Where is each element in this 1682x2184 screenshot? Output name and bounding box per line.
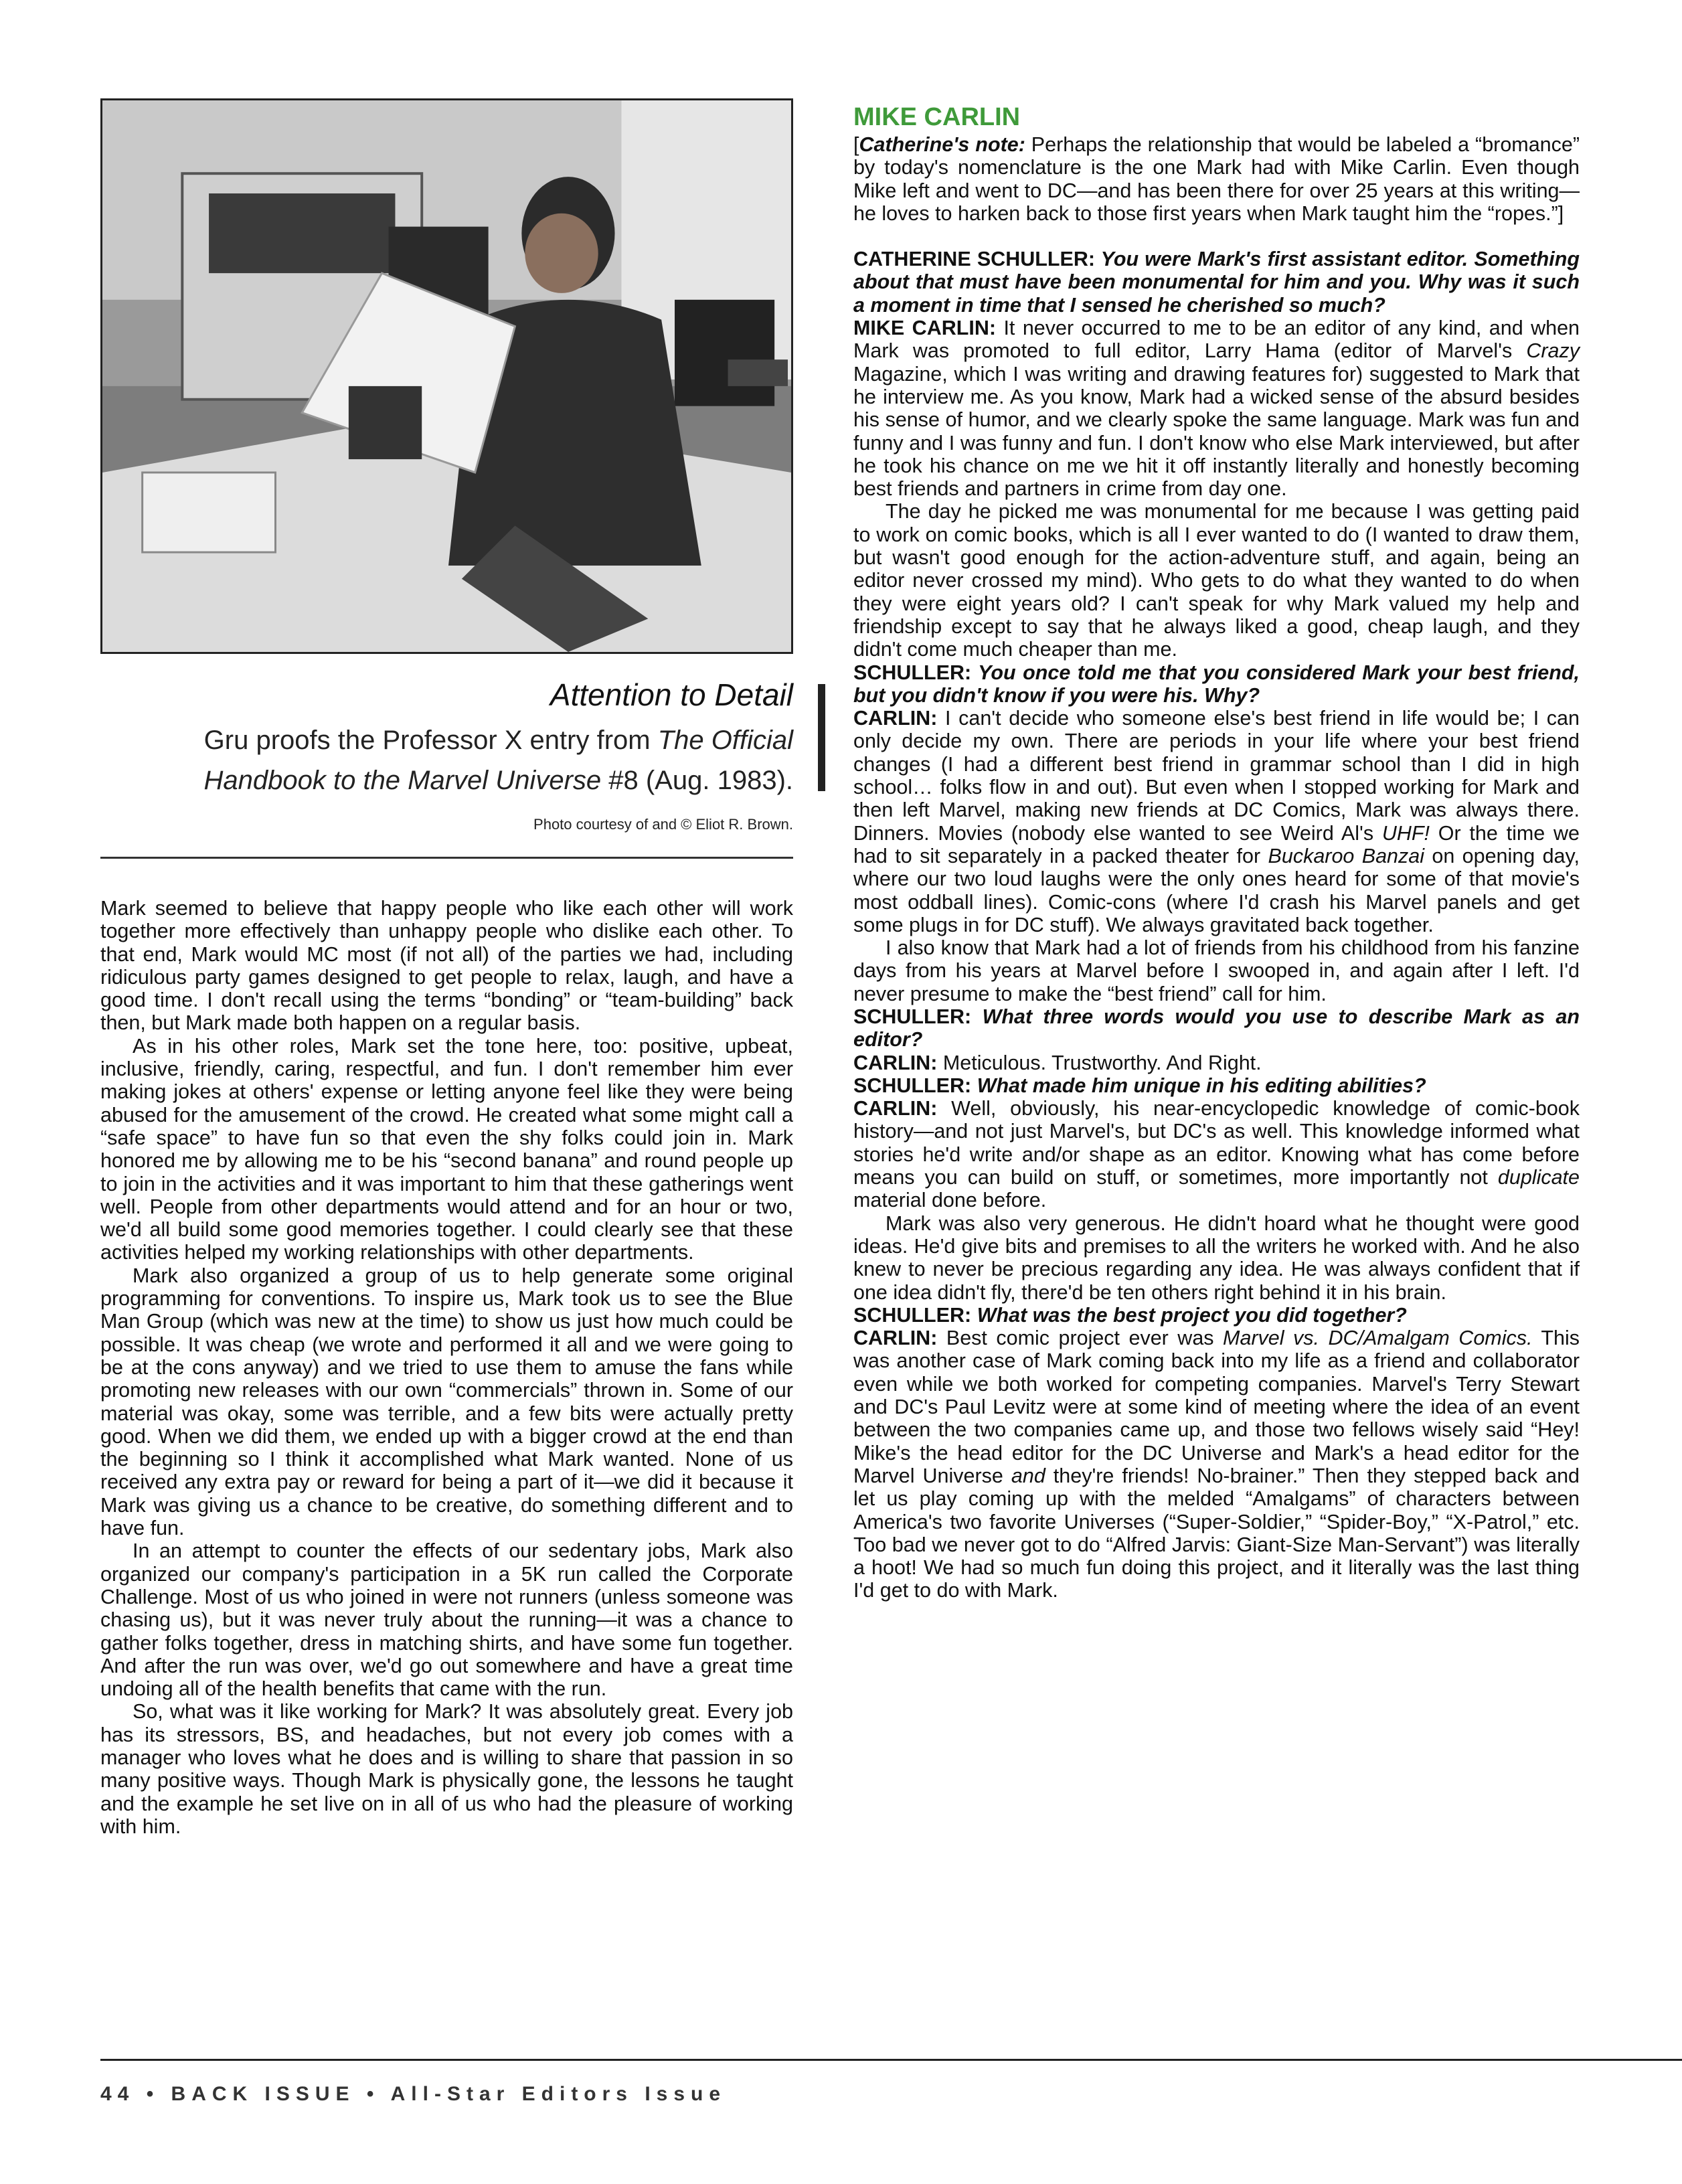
answer-text: I can't decide who someone else's best friend in life would be; I can only decide my own. There are periods in your life where your best friend changes (I had a different best friend in grammar school than I did in high school… folks flow in and out). But even when I stopped working for Mark and then left Marvel, making new friends at DC Comics, Mark was always there. Dinners. Movies (nobody else wanted to see Weird Al's: [853, 707, 1580, 845]
footer-divider: [100, 2059, 1682, 2061]
editor-photo: [100, 98, 793, 654]
caption-line-1: [100, 720, 793, 760]
answer-text: Or the time we had to sit separately in a packed theater for: [853, 821, 1580, 867]
speaker: SCHULLER:: [853, 1074, 972, 1097]
caption-divider: [100, 857, 793, 859]
speaker: CARLIN:: [853, 1097, 938, 1120]
question-text: You were Mark's first assistant editor. Something about that must have been monumental for him and you. Why was it such a moment in time that I sensed he cherished so much?: [853, 248, 1580, 317]
question: [853, 248, 1580, 317]
paragraph: As in his other roles, Mark set the tone here, too: positive, upbeat, inclusive, friendly, caring, respectful, and fun. I don't remember him ever making jokes at others' expense or letting anyone feel like they were being abused for the amusement of the crowd. He created what some might call a “safe space” to have fun so that even the shy folks could join in. Mark honored me by allowing me to be his “second banana” and round people up to join in the activities and it was important to him that these gatherings went well. People from other departments would attend and for an hour or two, we'd all build some good memories together. I could clearly see that these activities helped my working relationships with other departments.: [100, 1034, 793, 1264]
question: [853, 1304, 1580, 1327]
answer-text: It never occurred to me to be an editor of any kind, and when Mark was promoted to full editor, Larry Hama (editor of Marvel's: [853, 317, 1580, 363]
answer: [853, 1097, 1580, 1211]
answer-italic: and: [1011, 1464, 1045, 1487]
page-footer: 44 • BACK ISSUE • All-Star Editors Issue: [100, 2083, 727, 2105]
caption-line1-title: The Official: [657, 726, 793, 755]
answer-text: Well, obviously, his near-encyclopedic knowledge of comic-book history—and not just Marvel's, but DC's as well. This knowledge informed what stories he'd write and/or shape as an editor. Knowing what has come before means you can build on stuff, or sometimes, more importantly not: [853, 1097, 1580, 1189]
question: [853, 1005, 1580, 1052]
paragraph: Mark seemed to believe that happy people who like each other will work together more effectively than unhappy people who dislike each other. To that end, Mark would MC most (if not all) of the parties we had, including ridiculous party games designed to get people to relax, laugh, and have a good time. I don't recall using the terms “bonding” or “team-building” back then, but Mark made both happen on a regular basis.: [100, 897, 793, 1035]
note-text: Perhaps the relationship that would be labeled a “bromance” by today's nomenclature is the one Mark had with Mike Carlin. Even though Mike left and went to DC—and has been there for over 25 years at this writing—he loves to harken back to those first years when Mark taught him the “ropes.”]: [853, 133, 1580, 225]
speaker: SCHULLER:: [853, 661, 972, 684]
answer-italic: duplicate: [1497, 1166, 1580, 1189]
editor-note: [853, 133, 1580, 225]
caption-line1-text: Gru proofs the Professor X entry from: [203, 726, 658, 755]
speaker: CATHERINE SCHULLER:: [853, 248, 1096, 271]
speaker: SCHULLER:: [853, 1303, 972, 1327]
question-text: You once told me that you considered Mark your best friend, but you didn't know if you were his. Why?: [853, 661, 1580, 707]
caption-accent-bar: [818, 684, 825, 791]
caption-body: [100, 720, 793, 801]
speaker: MIKE CARLIN:: [853, 317, 997, 340]
question-text: What made him unique in his editing abilities?: [971, 1074, 1426, 1097]
answer-italic: UHF!: [1381, 821, 1430, 845]
right-column: [853, 102, 1580, 1602]
caption-title: Attention to Detail: [550, 677, 793, 712]
speaker: CARLIN:: [853, 1327, 938, 1350]
answer-text: they're friends! No-brainer.” Then they stepped back and let us play coming up with the melded “Amalgams” of characters between America's two favorite Universes (“Super-Soldier,” “Spider-Boy,” “X-Patrol,” etc. Too bad we never got to do “Alfred Jarvis: Giant-Size Man-Servant”) was literally a hoot! We had so much fun doing this project, and it literally was the last thing I'd get to do with Mark.: [853, 1464, 1580, 1602]
answer: [853, 1052, 1580, 1074]
answer-text: Magazine, which I was writing and drawing features for) suggested to Mark that he interview me. As you know, Mark had a wicked sense of the absurd besides his sense of humor, and we clearly spoke the same language. Mark was fun and funny and I was funny and fun. I don't know who else Mark interviewed, but after he took his chance on me we hit it off instantly literally and honestly becoming best friends and partners in crime from day one.: [853, 362, 1580, 501]
editor-at-desk-photo-icon: [102, 100, 791, 652]
speaker: CARLIN:: [853, 1051, 938, 1074]
speaker: CARLIN:: [853, 707, 938, 730]
answer-continued: I also know that Mark had a lot of friends from his childhood from his fanzine days from his years at Marvel before I swooped in, and again after I left. I'd never presume to make the “best friend” call for him.: [853, 936, 1580, 1005]
caption-line2-text: #8 (Aug. 1983).: [601, 766, 793, 795]
answer-continued: The day he picked me was monumental for me because I was getting paid to work on comic books, which is all I ever wanted to do (I wanted to draw them, but wasn't good enough for the action-adventure stuff, and again, being an editor never crossed my mind). Who gets to do what they wanted to do when they were eight years old? I can't speak for why Mark valued my help and friendship except to say that he always liked a good, cheap laugh, and they didn't come much cheaper than me.: [853, 500, 1580, 661]
answer: [853, 317, 1580, 500]
answer-italic: Buckaroo Banzai: [1268, 844, 1424, 867]
answer-continued: Mark was also very generous. He didn't hoard what he thought were good ideas. He'd give bits and premises to all the writers he worked with. And he also knew to never be precious regarding any idea. He was always confident that if one idea didn't fly, there'd be ten others right behind it in his brain.: [853, 1211, 1580, 1304]
answer: [853, 1327, 1580, 1602]
caption-line2-title: Handbook to the Marvel Universe: [203, 766, 602, 795]
paragraph: In an attempt to counter the effects of our sedentary jobs, Mark also organized our company's participation in a 5K run called the Corporate Challenge. Most of us who joined in were not runners (unless someone was chasing us), but it was never truly about the running—it was a chance to gather folks together, dress in matching shirts, and have some fun together. And after the run was over, we'd go out somewhere and have a great time undoing all of the health benefits that came with the run.: [100, 1539, 793, 1701]
answer: [853, 707, 1580, 936]
left-column: [100, 897, 793, 1838]
question-text: What three words would you use to describe Mark as an editor?: [853, 1005, 1580, 1052]
answer-text: This was another case of Mark coming back into my life as a friend and collaborator even while we both worked for competing companies. Marvel's Terry Stewart and DC's Paul Levitz were at some kind of meeting where the idea of an event between the two companies came up, and those two fellows wisely said “Hey! Mike's the head editor for the DC Universe and Mark's a head editor for the Marvel Universe: [853, 1327, 1580, 1487]
answer-italic: Crazy: [1526, 339, 1580, 363]
paragraph: Mark also organized a group of us to help generate some original programming for conventions. To inspire us, Mark took us to see the Blue Man Group (which was new at the time) to show us just how much could be possible. It was cheap (we wrote and performed it all and we were going to be at the cons anyway) and we tried to use them to amuse the fans while promoting new releases with our own “commercials” thrown in. Some of our material was okay, some was terrible, and a few bits were actually pretty good. When we did them, we ended up with a bigger crowd at the end than the beginning so I think it accomplished what Mark wanted. None of us received any extra pay or reward for being a part of it—we did it because it Mark was giving us a chance to be creative, do something different and to have fun.: [100, 1264, 793, 1540]
note-label: Catherine's note:: [859, 133, 1025, 156]
answer-text: material done before.: [853, 1189, 1047, 1212]
question: [853, 661, 1580, 707]
section-heading: MIKE CARLIN: [853, 103, 1021, 131]
photo-credit: Photo courtesy of and © Eliot R. Brown.: [533, 816, 793, 833]
speaker: SCHULLER:: [853, 1005, 972, 1028]
spacer: [853, 225, 1580, 248]
paragraph: So, what was it like working for Mark? It was absolutely great. Every job has its stressors, BS, and headaches, but not every job comes with a manager who loves what he does and is willing to share that passion in so many positive ways. Though Mark is physically gone, the lessons he taught and the example he set live on in all of us who had the pleasure of working with him.: [100, 1700, 793, 1838]
note-bracket: [: [853, 133, 859, 156]
question-text: What was the best project you did together?: [971, 1303, 1407, 1327]
answer-text: Best comic project ever was: [937, 1327, 1224, 1350]
answer-text: on opening day, where our two loud laughs were the only ones heard for some of that movie's most oddball lines). Comic-cons (where I'd crash his Marvel panels and get some plugs in for DC stuff). We always gravitated back together.: [853, 844, 1580, 936]
answer-italic: Marvel vs. DC/Amalgam Comics.: [1223, 1327, 1533, 1350]
answer-text: Meticulous. Trustworthy. And Right.: [937, 1051, 1262, 1074]
caption-line-2: [100, 760, 793, 801]
question: [853, 1074, 1580, 1097]
